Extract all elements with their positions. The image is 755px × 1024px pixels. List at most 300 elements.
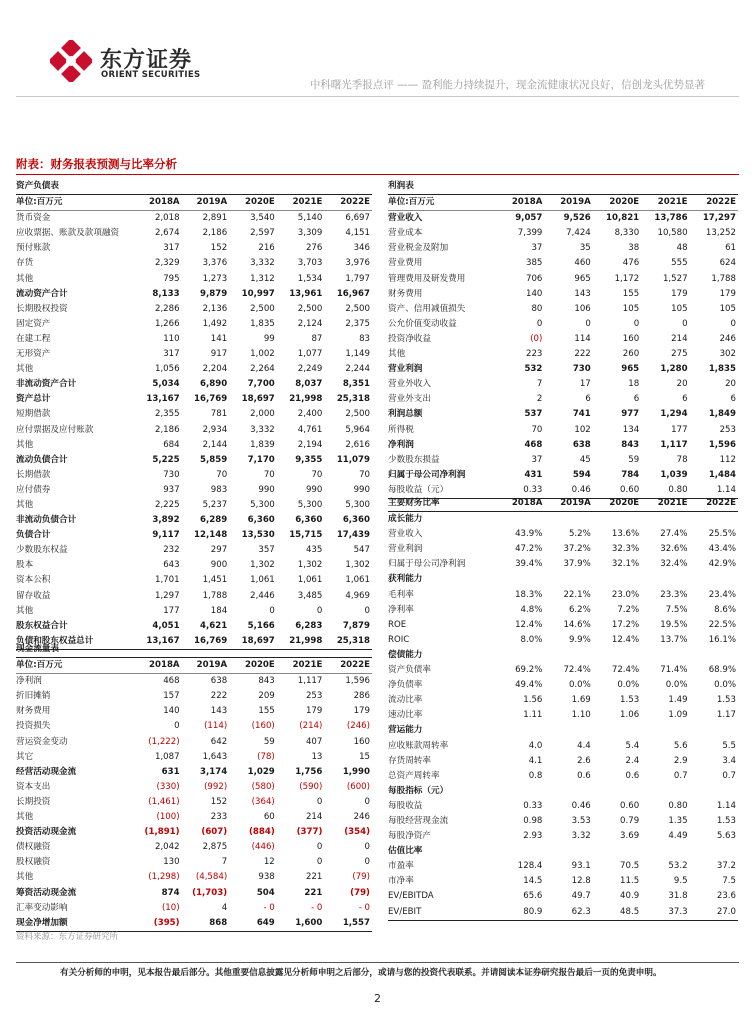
row-label: 营业利润 — [388, 544, 423, 555]
row-label: 在建工程 — [16, 333, 51, 344]
cell-value: 1,087 — [154, 751, 180, 762]
cell-value — [690, 648, 738, 663]
cell-value: 638 — [572, 439, 591, 450]
cell-value: 13,167 — [134, 634, 182, 650]
table-row — [16, 795, 372, 810]
cell-value: 72.4% — [563, 665, 591, 676]
cell-value: 49.7 — [571, 891, 591, 902]
table-row — [16, 704, 372, 719]
cell-value: 0 — [364, 605, 370, 616]
cell-value — [544, 512, 592, 528]
cell-value: 643 — [163, 560, 180, 571]
cell-value: 221 — [305, 872, 323, 883]
table-row — [16, 886, 372, 901]
cell-value: 184 — [210, 605, 228, 616]
cell-value: 32.1% — [611, 559, 640, 570]
cell-value: 18,697 — [229, 634, 277, 650]
row-label: 货币资金 — [16, 213, 51, 224]
cell-value: 843 — [258, 676, 275, 687]
row-label: 应收票据、账款及款项融资 — [16, 228, 120, 239]
cell-value: 60 — [263, 812, 275, 823]
year-header: 2019A — [544, 195, 592, 211]
cell-value: 2,400 — [297, 409, 323, 420]
table-row — [16, 453, 372, 468]
table-row — [388, 272, 738, 287]
cell-value: 5,300 — [250, 499, 275, 510]
cell-value — [496, 512, 544, 528]
cell-value: 4.1 — [528, 755, 543, 766]
cell-value: 5,964 — [345, 424, 370, 435]
cell-value: 0.0% — [714, 680, 736, 691]
table-row — [388, 663, 738, 678]
report-subtitle: 中科曙光季报点评 —— 盈利能力持续提升，现金流健康状况良好，信创龙头优势显著 — [309, 79, 705, 91]
year-header: 2021E — [277, 658, 325, 674]
row-label: 净利润 — [16, 676, 42, 687]
cell-value: 143 — [574, 288, 591, 299]
cell-value: 7 — [221, 857, 228, 868]
cell-value: 2,674 — [154, 228, 180, 239]
year-header: 2019A — [544, 496, 592, 512]
row-label: 资本公积 — [16, 575, 51, 586]
row-label: 营运能力 — [388, 725, 423, 736]
table-row — [16, 825, 372, 840]
cell-value — [690, 512, 738, 528]
cell-value: 141 — [210, 333, 228, 344]
cell-value: 638 — [210, 676, 228, 687]
cell-value: 2,124 — [297, 318, 323, 329]
table-row — [16, 810, 372, 825]
cell-value: (0) — [530, 333, 543, 344]
cell-value: 0.0% — [617, 680, 640, 691]
cell-value — [593, 723, 641, 738]
cell-value: 13,252 — [705, 228, 736, 239]
appendix-title: 附表：财务报表预测与比率分析 — [16, 157, 177, 171]
cell-value: 25,318 — [324, 634, 372, 650]
table-title-row — [388, 496, 738, 512]
cell-value: 21,998 — [277, 634, 325, 650]
cell-value: 157 — [163, 691, 180, 702]
cell-value — [496, 723, 544, 738]
table-row — [16, 735, 372, 750]
table-row — [16, 226, 372, 241]
cell-value: 32.3% — [611, 544, 640, 555]
cell-value: 8,037 — [295, 379, 323, 390]
table-row — [16, 513, 372, 528]
cell-value — [593, 784, 641, 799]
cell-value: (214) — [299, 721, 323, 732]
cell-value: 0 — [633, 318, 640, 329]
row-label: 流动比率 — [388, 695, 423, 706]
row-label: 营业收入 — [388, 529, 423, 540]
row-label: 债权融资 — [16, 842, 51, 853]
cell-value: 1.11 — [523, 710, 543, 721]
cell-value: 13,167 — [146, 394, 180, 405]
year-header: 2019A — [182, 658, 230, 674]
cell-value: 317 — [163, 243, 180, 254]
cell-value: 1,061 — [297, 575, 323, 586]
cell-value: 8,133 — [152, 288, 180, 299]
cell-value: 3,332 — [250, 424, 275, 435]
cell-value: 10,821 — [606, 213, 640, 224]
table-title-row — [388, 179, 738, 195]
cell-value: 23.0% — [611, 589, 640, 600]
cell-value: 3,376 — [202, 258, 228, 269]
cell-value: 1,172 — [614, 273, 640, 284]
cell-value: 730 — [572, 364, 591, 375]
cell-value: 10,580 — [657, 228, 688, 239]
cell-value: 990 — [305, 484, 323, 495]
table-row — [16, 719, 372, 734]
cell-value: (580) — [251, 781, 275, 792]
cell-value: 2,194 — [297, 439, 323, 450]
table-row — [388, 769, 738, 784]
table-row — [388, 739, 738, 754]
cell-value: 6,890 — [200, 379, 228, 390]
cell-value: 2,375 — [345, 318, 370, 329]
row-label: 流动负债合计 — [16, 454, 68, 465]
cell-value: 1,077 — [297, 349, 323, 360]
year-header: 2020E — [593, 195, 641, 211]
table-row — [388, 723, 738, 738]
cell-value: (1,891) — [144, 827, 180, 838]
cell-value: 3.53 — [571, 815, 591, 826]
cell-value: 233 — [210, 812, 228, 823]
cell-value: 1,534 — [297, 273, 323, 284]
cell-value: 1,596 — [708, 439, 736, 450]
cell-value: 1,484 — [708, 469, 736, 480]
cell-value: 6,360 — [342, 515, 370, 526]
table-row — [16, 438, 372, 453]
cell-value: 1,596 — [345, 676, 370, 687]
year-header: 2018A — [496, 195, 544, 211]
row-label: 速动比率 — [388, 710, 423, 721]
row-label: 其他 — [16, 499, 34, 510]
cell-value: 18.3% — [515, 589, 543, 600]
cell-value: 42.9% — [708, 559, 736, 570]
table-title: 利润表 — [388, 179, 738, 195]
row-label: 每股收益 — [388, 800, 423, 811]
table-title: 主要财务比率 — [388, 496, 496, 512]
row-label: 每股经营现金流 — [388, 815, 449, 826]
cell-value: 105 — [719, 303, 736, 314]
cell-value: 65.6 — [523, 891, 543, 902]
cell-value: 3.32 — [571, 831, 591, 842]
cell-value: 1,990 — [342, 766, 370, 777]
cell-value: 990 — [258, 484, 275, 495]
cell-value: 1.14 — [716, 800, 736, 811]
cell-value: (354) — [344, 827, 370, 838]
cell-value: 2,000 — [250, 409, 275, 420]
cell-value: 2,500 — [297, 303, 323, 314]
row-label: 短期借款 — [16, 409, 51, 420]
year-header: 2022E — [324, 658, 372, 674]
cell-value: 2,264 — [250, 364, 275, 375]
table-row — [388, 256, 738, 271]
cell-value: (79) — [350, 887, 370, 898]
cell-value: 155 — [622, 288, 640, 299]
row-label: 资产负债率 — [388, 665, 431, 676]
cell-value: - 0 — [358, 902, 370, 913]
cell-value: (364) — [251, 796, 275, 807]
brand-name-en: ORIENT SECURITIES — [101, 70, 201, 80]
cell-value: 297 — [210, 545, 228, 556]
cell-value: 3,976 — [345, 258, 370, 269]
table-row — [388, 512, 738, 528]
table-row — [16, 423, 372, 438]
cell-value: 140 — [525, 288, 543, 299]
cell-value: 2,144 — [202, 439, 228, 450]
cell-value: 2,355 — [154, 409, 180, 420]
orient-securities-logo — [50, 40, 92, 82]
table-row — [388, 814, 738, 829]
table-row — [388, 874, 738, 889]
cell-value — [593, 648, 641, 663]
cell-value: 275 — [671, 349, 688, 360]
row-label: 长期股权投资 — [16, 303, 68, 314]
cell-value: 15,715 — [289, 530, 323, 541]
row-label: 应收账款周转率 — [388, 740, 449, 751]
cell-value: 4,151 — [345, 228, 370, 239]
row-label: 营业税金及附加 — [388, 243, 449, 254]
cell-value: 9,057 — [515, 213, 543, 224]
cell-value: (100) — [156, 812, 180, 823]
footer-divider — [16, 962, 739, 963]
cell-value — [641, 572, 689, 587]
header-row — [16, 658, 372, 674]
cell-value: 59 — [628, 454, 640, 465]
table-row — [16, 543, 372, 558]
cell-value — [544, 844, 592, 859]
cell-value: 4.4 — [577, 740, 591, 751]
cell-value: 134 — [622, 424, 640, 435]
cell-value: 6,360 — [247, 515, 275, 526]
cell-value: 2,225 — [154, 499, 180, 510]
cell-value: 6,697 — [345, 213, 370, 224]
cell-value: 2,136 — [202, 303, 228, 314]
appendix-divider — [16, 174, 739, 175]
year-header: 2021E — [277, 195, 325, 211]
table-row — [16, 272, 372, 287]
cell-value: 2,204 — [202, 364, 228, 375]
cell-value: 80.9 — [496, 905, 544, 921]
cell-value: 2,186 — [154, 424, 180, 435]
cell-value: 1,029 — [247, 766, 275, 777]
table-row — [388, 754, 738, 769]
cell-value: 937 — [163, 484, 180, 495]
cell-value: 12.4% — [515, 619, 543, 630]
cell-value — [641, 512, 689, 528]
cell-value: 13 — [311, 751, 323, 762]
cell-value: (246) — [346, 721, 370, 732]
cell-value: (160) — [251, 721, 275, 732]
cell-value: 0.0% — [665, 680, 688, 691]
cell-value: 43.4% — [708, 544, 736, 555]
cell-value: 16,769 — [182, 634, 230, 650]
cell-value: 31.8 — [668, 891, 688, 902]
row-label: 营业成本 — [388, 228, 423, 239]
table-row — [16, 362, 372, 377]
cell-value: 0 — [269, 605, 275, 616]
header-divider — [16, 96, 739, 97]
row-label: 每股净资产 — [388, 831, 431, 842]
table-row — [16, 558, 372, 573]
cell-value: 48 — [676, 243, 688, 254]
row-label: 归属于母公司净利润 — [388, 559, 466, 570]
table-row — [388, 829, 738, 844]
cell-value: 0.8 — [528, 770, 543, 781]
cell-value — [496, 784, 544, 799]
cell-value: 5.6 — [673, 740, 688, 751]
row-label: 长期投资 — [16, 796, 51, 807]
year-header: 2020E — [593, 496, 641, 512]
cell-value: 965 — [621, 364, 640, 375]
cell-value: 1,056 — [154, 364, 180, 375]
row-label: 其他 — [16, 872, 34, 883]
table-row — [388, 287, 738, 302]
cell-value: 0.79 — [620, 815, 640, 826]
cell-value: 5,859 — [200, 454, 228, 465]
row-label: 折旧摊销 — [16, 691, 51, 702]
cell-value: 160 — [622, 333, 640, 344]
row-label: 非流动资产合计 — [16, 379, 77, 390]
cell-value: 7,399 — [517, 228, 543, 239]
year-header: 2020E — [229, 658, 277, 674]
cell-value: 39.4% — [515, 559, 543, 570]
cell-value: 72.4% — [611, 665, 640, 676]
year-header: 2019A — [182, 195, 230, 211]
row-label: ROE — [388, 619, 407, 630]
cell-value — [641, 844, 689, 859]
cell-value: 0 — [536, 318, 543, 329]
row-label: 资产、信用减值损失 — [388, 303, 466, 314]
cell-value: 7,879 — [342, 620, 370, 631]
table-row — [388, 633, 738, 648]
table-row — [16, 870, 372, 885]
cell-value: 1.53 — [620, 695, 640, 706]
cell-value: 1.14 — [690, 483, 738, 499]
cell-value: 5.4 — [625, 740, 640, 751]
cell-value: 14.6% — [563, 619, 591, 630]
table-row — [16, 287, 372, 302]
cell-value: 7.2% — [617, 604, 640, 615]
cell-value: 1.17 — [716, 710, 736, 721]
cell-value: (1,298) — [148, 872, 180, 883]
cell-value: 13,786 — [654, 213, 688, 224]
cell-value: 160 — [353, 736, 370, 747]
cell-value: 6 — [633, 394, 640, 405]
cell-value: (78) — [257, 751, 275, 762]
cell-value: 179 — [719, 288, 736, 299]
cell-value: 4 — [221, 902, 228, 913]
cell-value: 80 — [531, 303, 543, 314]
cell-value: 114 — [574, 333, 591, 344]
cell-value: 990 — [353, 484, 370, 495]
cell-value: 140 — [163, 706, 180, 717]
cell-value: 684 — [163, 439, 180, 450]
table-row — [16, 619, 372, 634]
cell-value: 13,530 — [241, 530, 275, 541]
table-row — [16, 689, 372, 704]
cell-value: 2,186 — [202, 228, 228, 239]
table-row — [388, 618, 738, 633]
row-label: 其他 — [16, 273, 34, 284]
row-label: 净利率 — [388, 604, 414, 615]
cell-value: 0.80 — [668, 800, 688, 811]
cell-value: 9,526 — [563, 213, 591, 224]
cell-value: 1.09 — [668, 710, 688, 721]
cell-value: 112 — [719, 454, 736, 465]
cell-value: 0.6 — [577, 770, 591, 781]
cell-value: (377) — [296, 827, 323, 838]
year-header: 2020E — [229, 195, 277, 211]
cell-value: - 0 — [311, 902, 323, 913]
table-row — [16, 750, 372, 765]
cell-value: 10,997 — [241, 288, 275, 299]
cell-value: 1,302 — [297, 560, 323, 571]
cell-value: 346 — [353, 243, 370, 254]
cell-value: 70 — [531, 424, 543, 435]
cell-value: 2,500 — [345, 303, 370, 314]
row-label: 投资损失 — [16, 721, 51, 732]
row-label: 长期借款 — [16, 469, 51, 480]
cell-value: 20 — [725, 379, 736, 390]
cell-value: 99 — [263, 333, 275, 344]
cell-value: 152 — [210, 243, 228, 254]
cell-value — [544, 723, 592, 738]
row-label: 股本 — [16, 560, 34, 571]
cell-value: 1,117 — [660, 439, 688, 450]
cell-value: 0.6 — [625, 770, 640, 781]
cell-value: 1,788 — [711, 273, 736, 284]
row-label: 其他 — [16, 812, 34, 823]
cell-value: 1,002 — [250, 349, 275, 360]
cell-value: 253 — [305, 691, 323, 702]
cell-value: 105 — [671, 303, 688, 314]
cell-value: 69.2% — [515, 665, 543, 676]
cell-value: 431 — [524, 469, 543, 480]
cell-value: 1,643 — [202, 751, 228, 762]
cell-value: 48.5 — [593, 905, 641, 921]
cell-value: 5,300 — [297, 499, 323, 510]
cell-value: 302 — [719, 349, 736, 360]
table-row — [388, 603, 738, 618]
cell-value: 179 — [671, 288, 688, 299]
cell-value: 37 — [531, 454, 543, 465]
cell-value: 37 — [531, 243, 543, 254]
cell-value: 35 — [579, 243, 591, 254]
cell-value: 4.0 — [528, 740, 543, 751]
table-row — [388, 453, 738, 468]
cell-value: 222 — [574, 349, 591, 360]
cell-value: 4.8% — [520, 604, 543, 615]
cell-value: 216 — [258, 243, 275, 254]
cell-value: 6 — [730, 394, 736, 405]
cell-value: 12.8 — [571, 876, 591, 887]
cell-value: 93.1 — [571, 861, 591, 872]
cell-value: 11,079 — [336, 454, 370, 465]
cell-value: 18,697 — [241, 394, 275, 405]
cell-value: 6 — [585, 394, 591, 405]
cell-value: 965 — [574, 273, 591, 284]
table-row — [388, 241, 738, 256]
cell-value: 1,280 — [660, 364, 688, 375]
cell-value: 2,446 — [250, 590, 275, 601]
cell-value: 37.9% — [563, 559, 591, 570]
cell-value: 2,018 — [154, 213, 180, 224]
cell-value: (330) — [156, 781, 180, 792]
row-label: 其他 — [388, 349, 406, 360]
row-label: 固定资产 — [16, 318, 51, 329]
